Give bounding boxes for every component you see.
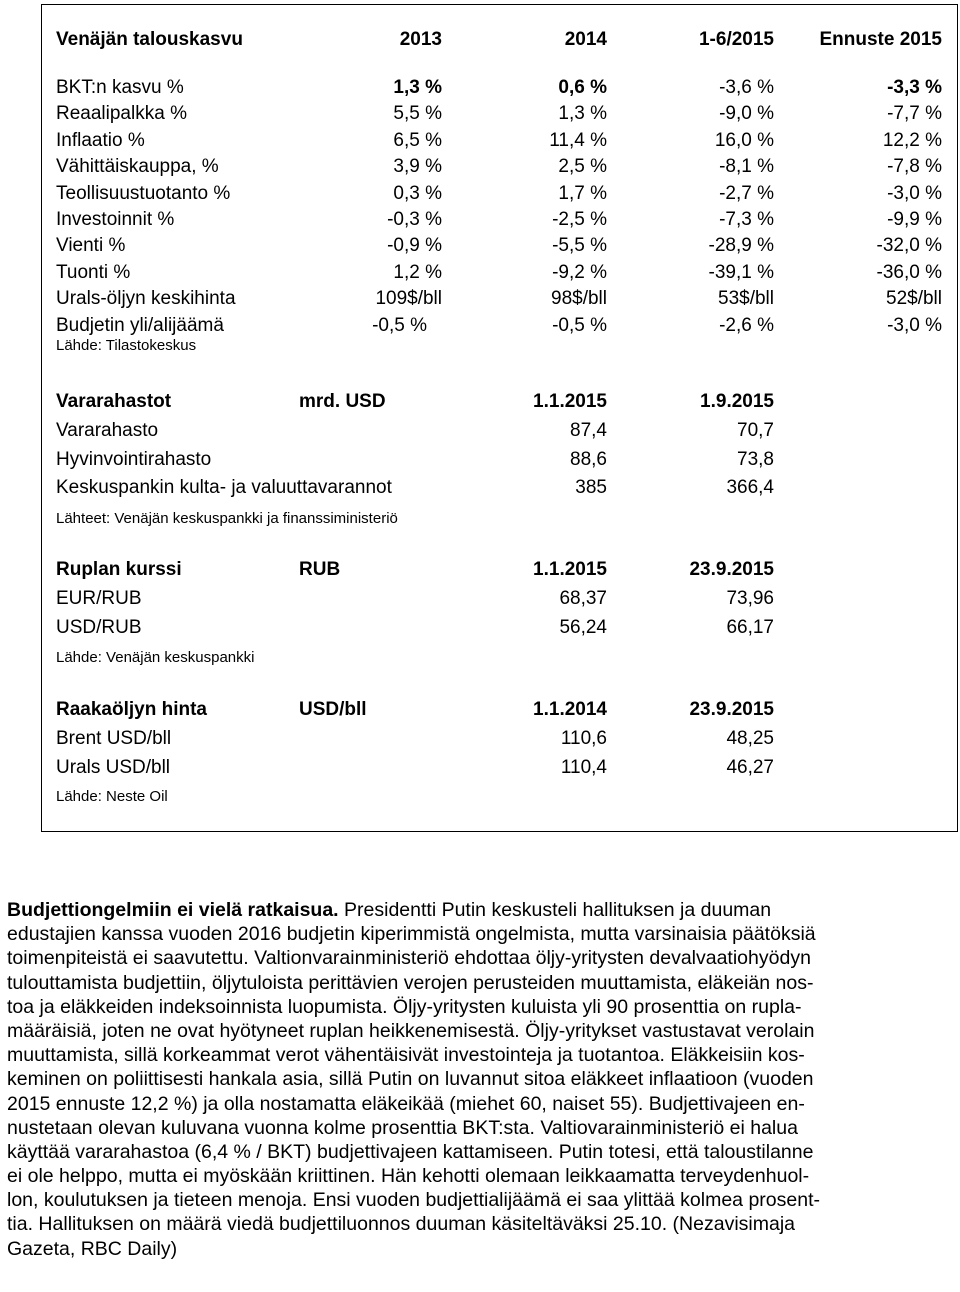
ruble-header-unit: RUB [299,559,341,580]
ruble-header-date1: 1.1.2015 [533,559,607,580]
cell-value: 1,7 % [558,182,607,204]
article-line: nustetaan olevan kuluvana vuonna kolme prosenttia BKT:sta. Valtiovarainministeriö ei halua [7,1116,798,1139]
data-box [41,4,958,832]
cell-value: 88,6 [570,448,607,470]
cell-value: -3,0 % [887,314,942,336]
row-label: Brent USD/bll [56,728,172,749]
economy-header-2013: 2013 [399,29,442,50]
row-label: Urals USD/bll [56,756,171,778]
oil-header-date2: 23.9.2015 [689,699,774,720]
reserves-header-date2: 1.9.2015 [700,391,774,412]
row-label: Urals-öljyn keskihinta [56,288,236,310]
article-line: tulouttamista budjettiin, öljytuloista perittävien verojen perusteiden muuttamista, eläkeiän nos- [7,971,814,994]
cell-value: 3,9 % [393,156,442,178]
ruble-source: Lähde: Venäjän keskuspankki [56,649,255,666]
article-line: 2015 ennuste 12,2 %) ja olla nostamatta eläkeikää (miehet 60, naiset 55). Budjettivajeen en- [7,1092,805,1115]
economy-header-h1-2015: 1-6/2015 [698,29,774,50]
row-label: Hyvinvointirahasto [56,448,212,470]
row-label: Tuonti % [56,261,131,283]
cell-value: -32,0 % [876,235,942,257]
cell-value: -7,3 % [719,209,774,230]
reserves-header-label: Vararahastot [56,391,172,412]
article-line-text: Presidentti Putin keskusteli hallituksen ja duuman [338,899,772,921]
cell-value: 73,96 [726,588,774,609]
row-label: USD/RUB [56,616,142,638]
economy-source: Lähde: Tilastokeskus [56,337,197,354]
cell-value: -0,5 % [372,314,427,336]
cell-value: -3,6 % [719,77,774,98]
article-line: keminen on poliittisesti hankala asia, sillä Putin on luvannut sitoa eläkkeet inflaatioon (vuoden [7,1068,814,1091]
article-line [7,898,957,922]
cell-value: -8,1 % [719,156,774,178]
cell-value: 98$/bll [551,288,607,310]
cell-value: 366,4 [726,477,774,499]
cell-value: -0,3 % [387,209,442,230]
cell-value: -2,5 % [552,209,607,230]
article-line: edustajien kanssa vuoden 2016 budjetin kiperimmistä ongelmista, mutta varsinaisia päätöksiä [7,923,816,946]
cell-value: -7,8 % [887,156,942,178]
article-line: toimenpiteistä ei saavutettu. Valtionvarainministeriö ehdottaa öljy-yritysten devalvaatiohyödyn [7,947,811,970]
cell-value: -36,0 % [876,261,942,283]
cell-value: 109$/bll [375,288,442,310]
cell-value: 87,4 [570,420,607,441]
cell-value: -7,7 % [887,103,942,125]
cell-value: 0,6 % [558,77,607,98]
cell-value: 70,7 [737,420,774,441]
oil-header-date1: 1.1.2014 [533,699,607,720]
row-label: Vähittäiskauppa, % [56,156,219,178]
cell-value: -28,9 % [708,235,774,257]
article-line: muuttamista, sillä korkeammat verot vähentäisivät investointeja ja tuotantoa. Eläkkeisiin kos- [7,1044,805,1067]
reserves-header-unit: mrd. USD [299,391,386,412]
cell-value: 5,5 % [393,103,442,125]
cell-value: 48,25 [726,728,774,749]
cell-value: -0,9 % [387,235,442,257]
row-label: EUR/RUB [56,588,142,609]
row-label: Investoinnit % [56,209,175,230]
cell-value: 110,4 [560,756,607,778]
row-label: Budjetin yli/alijäämä [56,314,224,336]
cell-value: -2,7 % [719,182,774,204]
cell-value: 46,27 [726,756,774,778]
cell-value: 52$/bll [886,288,942,310]
cell-value: 1,3 % [558,103,607,125]
cell-value: -9,0 % [719,103,774,125]
oil-header-label: Raakaöljyn hinta [56,699,207,720]
ruble-header-date2: 23.9.2015 [689,559,774,580]
row-label: BKT:n kasvu % [56,77,184,98]
row-label: Vararahasto [56,420,159,441]
row-label: Reaalipalkka % [56,103,187,125]
cell-value: -2,6 % [719,314,774,336]
cell-value: -9,2 % [552,261,607,283]
cell-value: 66,17 [726,616,774,638]
reserves-source: Lähteet: Venäjän keskuspankki ja finanssiministeriö [56,510,398,527]
cell-value: 56,24 [559,616,607,638]
cell-value: -3,0 % [887,182,942,204]
article-line: toa ja eläkkeiden indeksoinnista luopumista. Öljy-yritysten kuluista yli 90 prosenttia on rupla- [7,995,802,1018]
cell-value: 12,2 % [882,129,942,151]
cell-value: 1,3 % [393,77,442,98]
reserves-header-date1: 1.1.2015 [533,391,607,412]
cell-value: -9,9 % [887,209,942,230]
economy-header-forecast-2015: Ennuste 2015 [819,29,942,50]
article-heading: Budjettiongelmiin ei vielä ratkaisua. [7,899,339,921]
cell-value: 16,0 % [714,129,774,151]
oil-header-unit: USD/bll [299,699,367,720]
article-line: Gazeta, RBC Daily) [7,1237,178,1260]
cell-value: -5,5 % [552,235,607,257]
cell-value: -39,1 % [708,261,774,283]
cell-value: -3,3 % [887,77,942,98]
ruble-header-label: Ruplan kurssi [56,559,182,580]
cell-value: -0,5 % [552,314,607,336]
row-label: Inflaatio % [56,129,145,151]
article-line: tia. Hallituksen on määrä viedä budjettiluonnos duuman käsiteltäväksi 25.10. (Nezavisimaja [7,1213,796,1236]
economy-header-label: Venäjän talouskasvu [56,29,243,50]
article-line: ei ole helppo, mutta ei myöskään kriittinen. Hän kehotti olemaan leikkaamatta terveydenhuol- [7,1165,810,1188]
cell-value: 385 [575,477,607,499]
cell-value: 0,3 % [393,182,442,204]
cell-value: 11,4 % [549,129,607,151]
cell-value: 73,8 [737,448,774,470]
cell-value: 1,2 % [393,261,442,283]
cell-value: 68,37 [559,588,607,609]
cell-value: 110,6 [560,728,607,749]
oil-source: Lähde: Neste Oil [56,788,168,805]
row-label: Teollisuustuotanto % [56,182,231,204]
cell-value: 6,5 % [393,129,442,151]
row-label: Vienti % [56,235,126,257]
cell-value: 53$/bll [718,288,774,310]
article-line: lon, koulutuksen ja tieteen menoja. Ensi vuoden budjettialijäämä ei saa ylittää kolmea prosent- [7,1189,820,1212]
economy-header-2014: 2014 [564,29,607,50]
row-label: Keskuspankin kulta- ja valuuttavarannot [56,477,392,499]
article-line: määräisiä, joten ne ovat hyötyneet ruplan heikkenemisestä. Öljy-yritykset vastustavat verolain [7,1019,815,1042]
cell-value: 2,5 % [558,156,607,178]
article-line: käyttää vararahastoa (6,4 % / BKT) budjettivajeen kattamiseen. Putin totesi, että taloustilanne [7,1140,814,1163]
article-paragraph [7,898,957,1261]
